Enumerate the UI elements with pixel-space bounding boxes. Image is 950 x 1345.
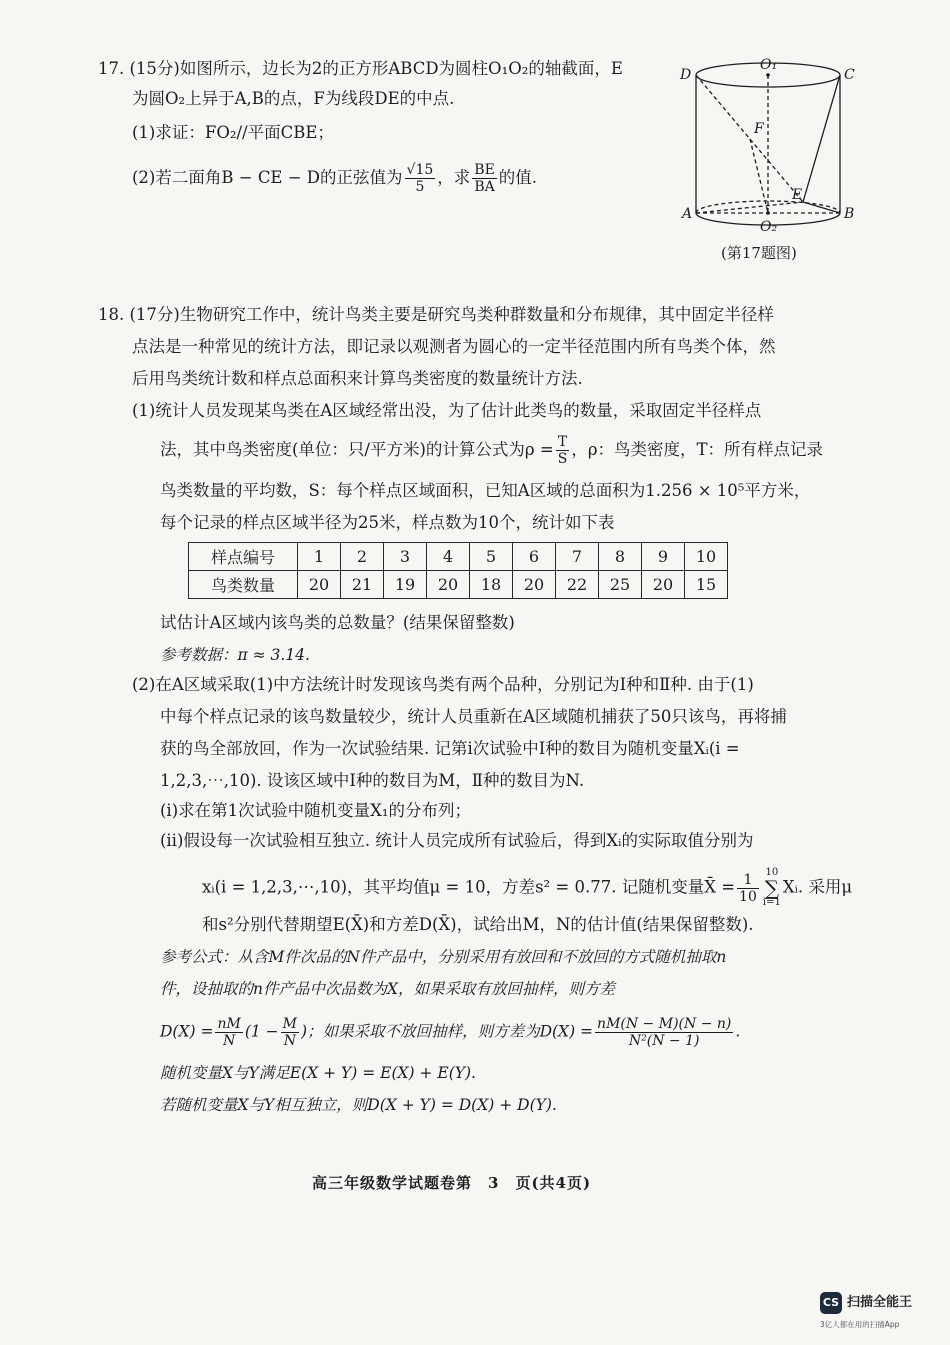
table-cell: 2 xyxy=(341,543,384,571)
table-row-ids xyxy=(189,543,728,571)
q18-p2-ii: (ⅱ)假设每一次试验相互独立. 统计人员完成所有试验后，得到Xᵢ的实际取值分别为 xyxy=(160,831,754,850)
ref-line1: 参考公式：从含M件次品的N件产品中，分别采用有放回和不放回的方式随机抽取n xyxy=(160,948,727,966)
summation-symbol xyxy=(763,868,781,908)
q18-line2: 点法是一种常见的统计方法，即记录以观测者为圆心的一定半径范围内所有鸟类个体，然 xyxy=(132,337,776,356)
bird-count-table xyxy=(188,542,728,599)
var-frac-2 xyxy=(281,1016,299,1049)
table-cell: 7 xyxy=(556,543,599,571)
q18-p2-line4: 1,2,3,⋯,10). 设该区域中Ⅰ种的数目为M，Ⅱ种的数目为N. xyxy=(160,771,585,790)
ref-line3-pre: D(X) = xyxy=(160,1022,214,1041)
label-C: C xyxy=(844,67,855,83)
q18-p1-line2 xyxy=(160,434,823,467)
q18-p1-ask: 试估计A区域内该鸟类的总数量？(结果保留整数) xyxy=(160,613,515,632)
q18-p2-line1: (2)在A区域采取(1)中方法统计时发现该鸟类有两个品种，分别记为Ⅰ种和Ⅱ种. 由于(1) xyxy=(132,675,754,694)
var-frac-1-num: nM xyxy=(217,1016,241,1032)
table-cell: 18 xyxy=(470,571,513,599)
density-fraction xyxy=(556,434,570,467)
q18-p2-line2: 中每个样点记录的该鸟数量较少，统计人员重新在A区域随机捕获了50只该鸟，再将捕 xyxy=(160,707,787,726)
ref-line3 xyxy=(160,1016,740,1049)
table-cell: 25 xyxy=(599,571,642,599)
label-O2: O₂ xyxy=(760,219,778,235)
table-cell: 4 xyxy=(427,543,470,571)
q18-p1-line2-post: ，ρ：鸟类密度，T：所有样点记录 xyxy=(571,440,824,459)
label-B: B xyxy=(844,206,855,222)
var-frac-3 xyxy=(595,1016,733,1049)
q18-p1-line2-pre: 法，其中鸟类密度(单位：只/平方米)的计算公式为ρ = xyxy=(160,440,554,459)
cylinder-figure xyxy=(678,55,858,235)
var-frac-2-den: N xyxy=(283,1033,296,1049)
q18-p2-ii2-pre: xᵢ(i = 1,2,3,⋯,10)，其平均值μ = 10，方差s² = 0.77. 记随机变量X̄ = xyxy=(202,877,736,897)
table-cell: 6 xyxy=(513,543,556,571)
table-cell: 20 xyxy=(427,571,470,599)
sin-value-denominator: 5 xyxy=(415,179,425,195)
q18-p1-line4: 每个记录的样点区域半径为25米，样点数为10个，统计如下表 xyxy=(160,513,615,532)
sin-value-numerator: √15 xyxy=(406,162,434,178)
label-D: D xyxy=(680,67,692,83)
table-row-counts xyxy=(189,571,728,599)
table-cell: 20 xyxy=(513,571,556,599)
q17-line1: 17. (15分)如图所示，边长为2的正方形ABCD为圆柱O₁O₂的轴截面，E xyxy=(98,59,623,78)
ref-line3-post: . xyxy=(735,1022,741,1041)
point-O2 xyxy=(766,211,770,215)
ratio-denominator: BA xyxy=(474,179,495,195)
var-frac-1 xyxy=(215,1016,242,1049)
ref-line2: 件，设抽取的n件产品中次品数为X，如果采取有放回抽样，则方差 xyxy=(160,980,616,998)
ratio-numerator: BE xyxy=(474,162,495,178)
label-A: A xyxy=(682,206,693,222)
var-frac-3-num: nM(N − M)(N − n) xyxy=(597,1016,732,1032)
q18-p2-ii2 xyxy=(202,868,852,908)
q17-part1: (1)求证：FO₂//平面CBE； xyxy=(132,123,334,142)
sigma-glyph: ∑ xyxy=(764,876,779,900)
table-cell: 3 xyxy=(384,543,427,571)
q18-line3: 后用鸟类统计数和样点总面积来计算鸟类密度的数量统计方法. xyxy=(132,369,583,388)
table-cell: 10 xyxy=(685,543,728,571)
ref-line3-mid2: )；如果采取不放回抽样，则方差为D(X) = xyxy=(301,1022,594,1041)
scanner-watermark xyxy=(820,1290,940,1335)
label-O1: O₁ xyxy=(760,57,778,73)
table-header-count: 鸟类数量 xyxy=(189,571,298,599)
table-cell: 21 xyxy=(341,571,384,599)
segment-EB xyxy=(803,202,840,213)
sum-lower: i=1 xyxy=(762,897,781,908)
q18-p2-i: (ⅰ)求在第1次试验中随机变量X₁的分布列； xyxy=(160,801,472,820)
q18-p2-line3: 获的鸟全部放回，作为一次试验结果. 记第i次试验中Ⅰ种的数目为随机变量Xᵢ(i = xyxy=(160,739,740,758)
scanner-app-name: 扫描全能王 xyxy=(847,1295,913,1310)
label-F: F xyxy=(754,121,764,137)
ratio-fraction xyxy=(472,162,497,195)
sin-value-fraction xyxy=(405,162,436,195)
var-frac-1-den: N xyxy=(223,1033,236,1049)
q17-part2-post: 的值. xyxy=(498,168,538,187)
segment-CE xyxy=(803,75,840,202)
ref-line4: 随机变量X与Y满足E(X + Y) = E(X) + E(Y). xyxy=(160,1064,476,1082)
table-cell: 5 xyxy=(470,543,513,571)
figure-caption: (第17题图) xyxy=(721,244,797,262)
table-header-id: 样点编号 xyxy=(189,543,298,571)
density-numerator: T xyxy=(556,434,570,451)
segment-AE xyxy=(696,202,803,213)
table-cell: 20 xyxy=(642,571,685,599)
var-frac-3-den: N²(N − 1) xyxy=(628,1033,700,1049)
table-cell: 22 xyxy=(556,571,599,599)
q17-part2 xyxy=(132,162,537,195)
q18-p2-ii2-post: Xᵢ. 采用μ xyxy=(782,877,853,897)
label-E: E xyxy=(792,187,803,203)
table-cell: 19 xyxy=(384,571,427,599)
q18-p1-ref: 参考数据：π ≈ 3.14. xyxy=(160,646,310,664)
var-frac-2-num: M xyxy=(282,1016,298,1032)
ref-line3-mid1: (1 − xyxy=(244,1022,279,1041)
q17-part2-pre: (2)若二面角B − CE − D的正弦值为 xyxy=(132,168,403,187)
table-cell: 1 xyxy=(298,543,341,571)
table-cell: 20 xyxy=(298,571,341,599)
camscanner-logo-icon: CS xyxy=(820,1292,842,1314)
q17-part2-mid: ，求 xyxy=(437,168,471,187)
table-cell: 9 xyxy=(642,543,685,571)
q18-p2-ii3: 和s²分别代替期望E(X̄)和方差D(X̄)，试给出M，N的估计值(结果保留整数). xyxy=(202,915,754,934)
point-O1 xyxy=(766,73,770,77)
mean-numerator: 1 xyxy=(737,872,759,889)
sum-upper: 10 xyxy=(765,867,779,878)
q18-p1-line3: 鸟类数量的平均数，S：每个样点区域面积，已知A区域的总面积为1.256 × 10⁵平方米， xyxy=(160,481,811,500)
mean-fraction xyxy=(737,872,759,905)
ref-line5: 若随机变量X与Y相互独立，则D(X + Y) = D(X) + D(Y). xyxy=(160,1096,557,1114)
q18-line1: 18. (17分)生物研究工作中，统计鸟类主要是研究鸟类种群数量和分布规律，其中固定半径样 xyxy=(98,305,774,324)
page-footer: 高三年级数学试题卷第 3 页(共4页) xyxy=(312,1174,592,1192)
table-cell: 8 xyxy=(599,543,642,571)
segment-DE xyxy=(696,75,803,202)
q18-p1-line1: (1)统计人员发现某鸟类在A区域经常出没，为了估计此类鸟的数量，采取固定半径样点 xyxy=(132,401,762,420)
mean-denominator: 10 xyxy=(739,888,757,905)
q17-line2: 为圆O₂上异于A,B的点，F为线段DE的中点. xyxy=(132,89,455,108)
scanner-tagline: 3亿人都在用的扫描App xyxy=(820,1320,900,1329)
density-denominator: S xyxy=(557,451,568,467)
table-cell: 15 xyxy=(685,571,728,599)
